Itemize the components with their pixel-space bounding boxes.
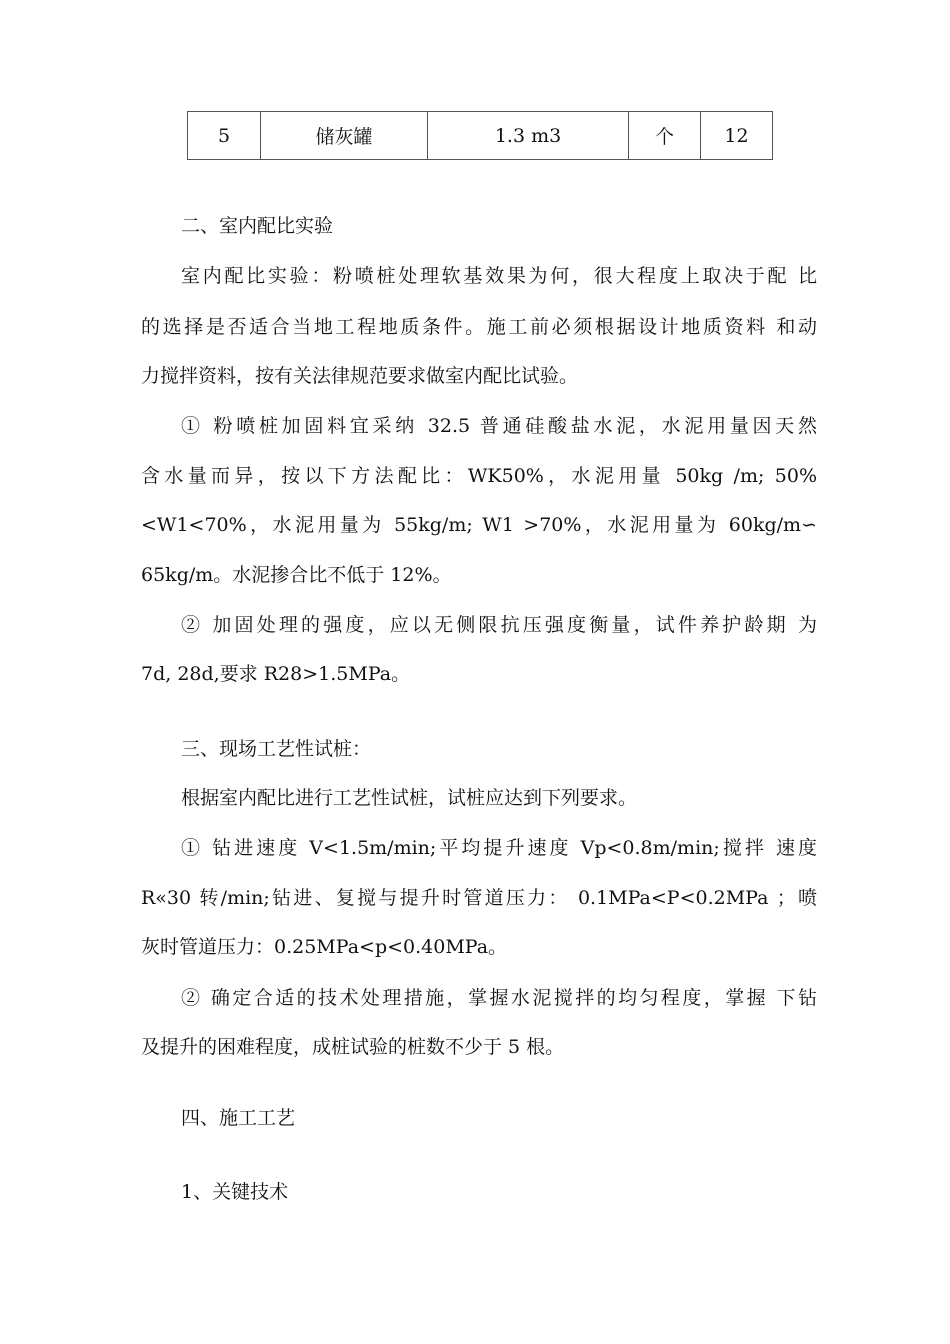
paragraph-line: 7d, 28d,要求 R28>1.5MPa。 (141, 663, 411, 685)
cell-name: 储灰罐 (261, 112, 428, 160)
equipment-table (187, 111, 773, 160)
paragraph-line: 含水量而异，按以下方法配比：WK50%，水泥用量 50kg /m; 50% (141, 465, 817, 487)
paragraph-line: 65kg/m。水泥掺合比不低于 12%。 (141, 564, 452, 586)
paragraph-line: ① 粉喷桩加固料宜采纳 32.5 普通硅酸盐水泥，水泥用量因天然 (181, 415, 817, 437)
paragraph-line: ① 钻进速度 V<1.5m/min;平均提升速度 Vp<0.8m/min;搅拌 速度 (181, 837, 817, 859)
section-heading: 二、室内配比实验 (181, 215, 334, 237)
paragraph-line: ② 确定合适的技术处理措施，掌握水泥搅拌的均匀程度，掌握 下钻 (181, 987, 817, 1009)
section-heading: 三、现场工艺性试桩： (181, 738, 372, 760)
cell-unit: 个 (629, 112, 701, 160)
paragraph-line: R«30 转/min;钻进、复搅与提升时管道压力： 0.1MPa<P<0.2MPa ；喷 (141, 887, 817, 909)
paragraph-line: 及提升的困难程度，成桩试验的桩数不少于 5 根。 (141, 1036, 565, 1058)
cell-no: 5 (188, 112, 261, 160)
table-row (188, 112, 773, 160)
paragraph-line: 根据室内配比进行工艺性试桩，试桩应达到下列要求。 (181, 787, 638, 809)
subsection-heading: 1、关键技术 (181, 1181, 289, 1203)
paragraph-line: 灰时管道压力：0.25MPa<p<0.40MPa。 (141, 936, 508, 958)
paragraph-line: 力搅拌资料，按有关法律规范要求做室内配比试验。 (141, 365, 579, 387)
section-heading: 四、施工工艺 (181, 1107, 296, 1129)
paragraph-line: 的选择是否适合当地工程地质条件。施工前必须根据设计地质资料 和动 (141, 316, 817, 338)
paragraph-line: 室内配比实验：粉喷桩处理软基效果为何，很大程度上取决于配 比 (181, 265, 817, 287)
cell-spec: 1.3 m3 (428, 112, 629, 160)
paragraph-line: <W1<70%，水泥用量为 55kg/m; W1 >70%，水泥用量为 60kg/m∽ (141, 514, 817, 536)
paragraph-line: ② 加固处理的强度，应以无侧限抗压强度衡量，试件养护龄期 为 (181, 614, 817, 636)
cell-qty: 12 (701, 112, 773, 160)
